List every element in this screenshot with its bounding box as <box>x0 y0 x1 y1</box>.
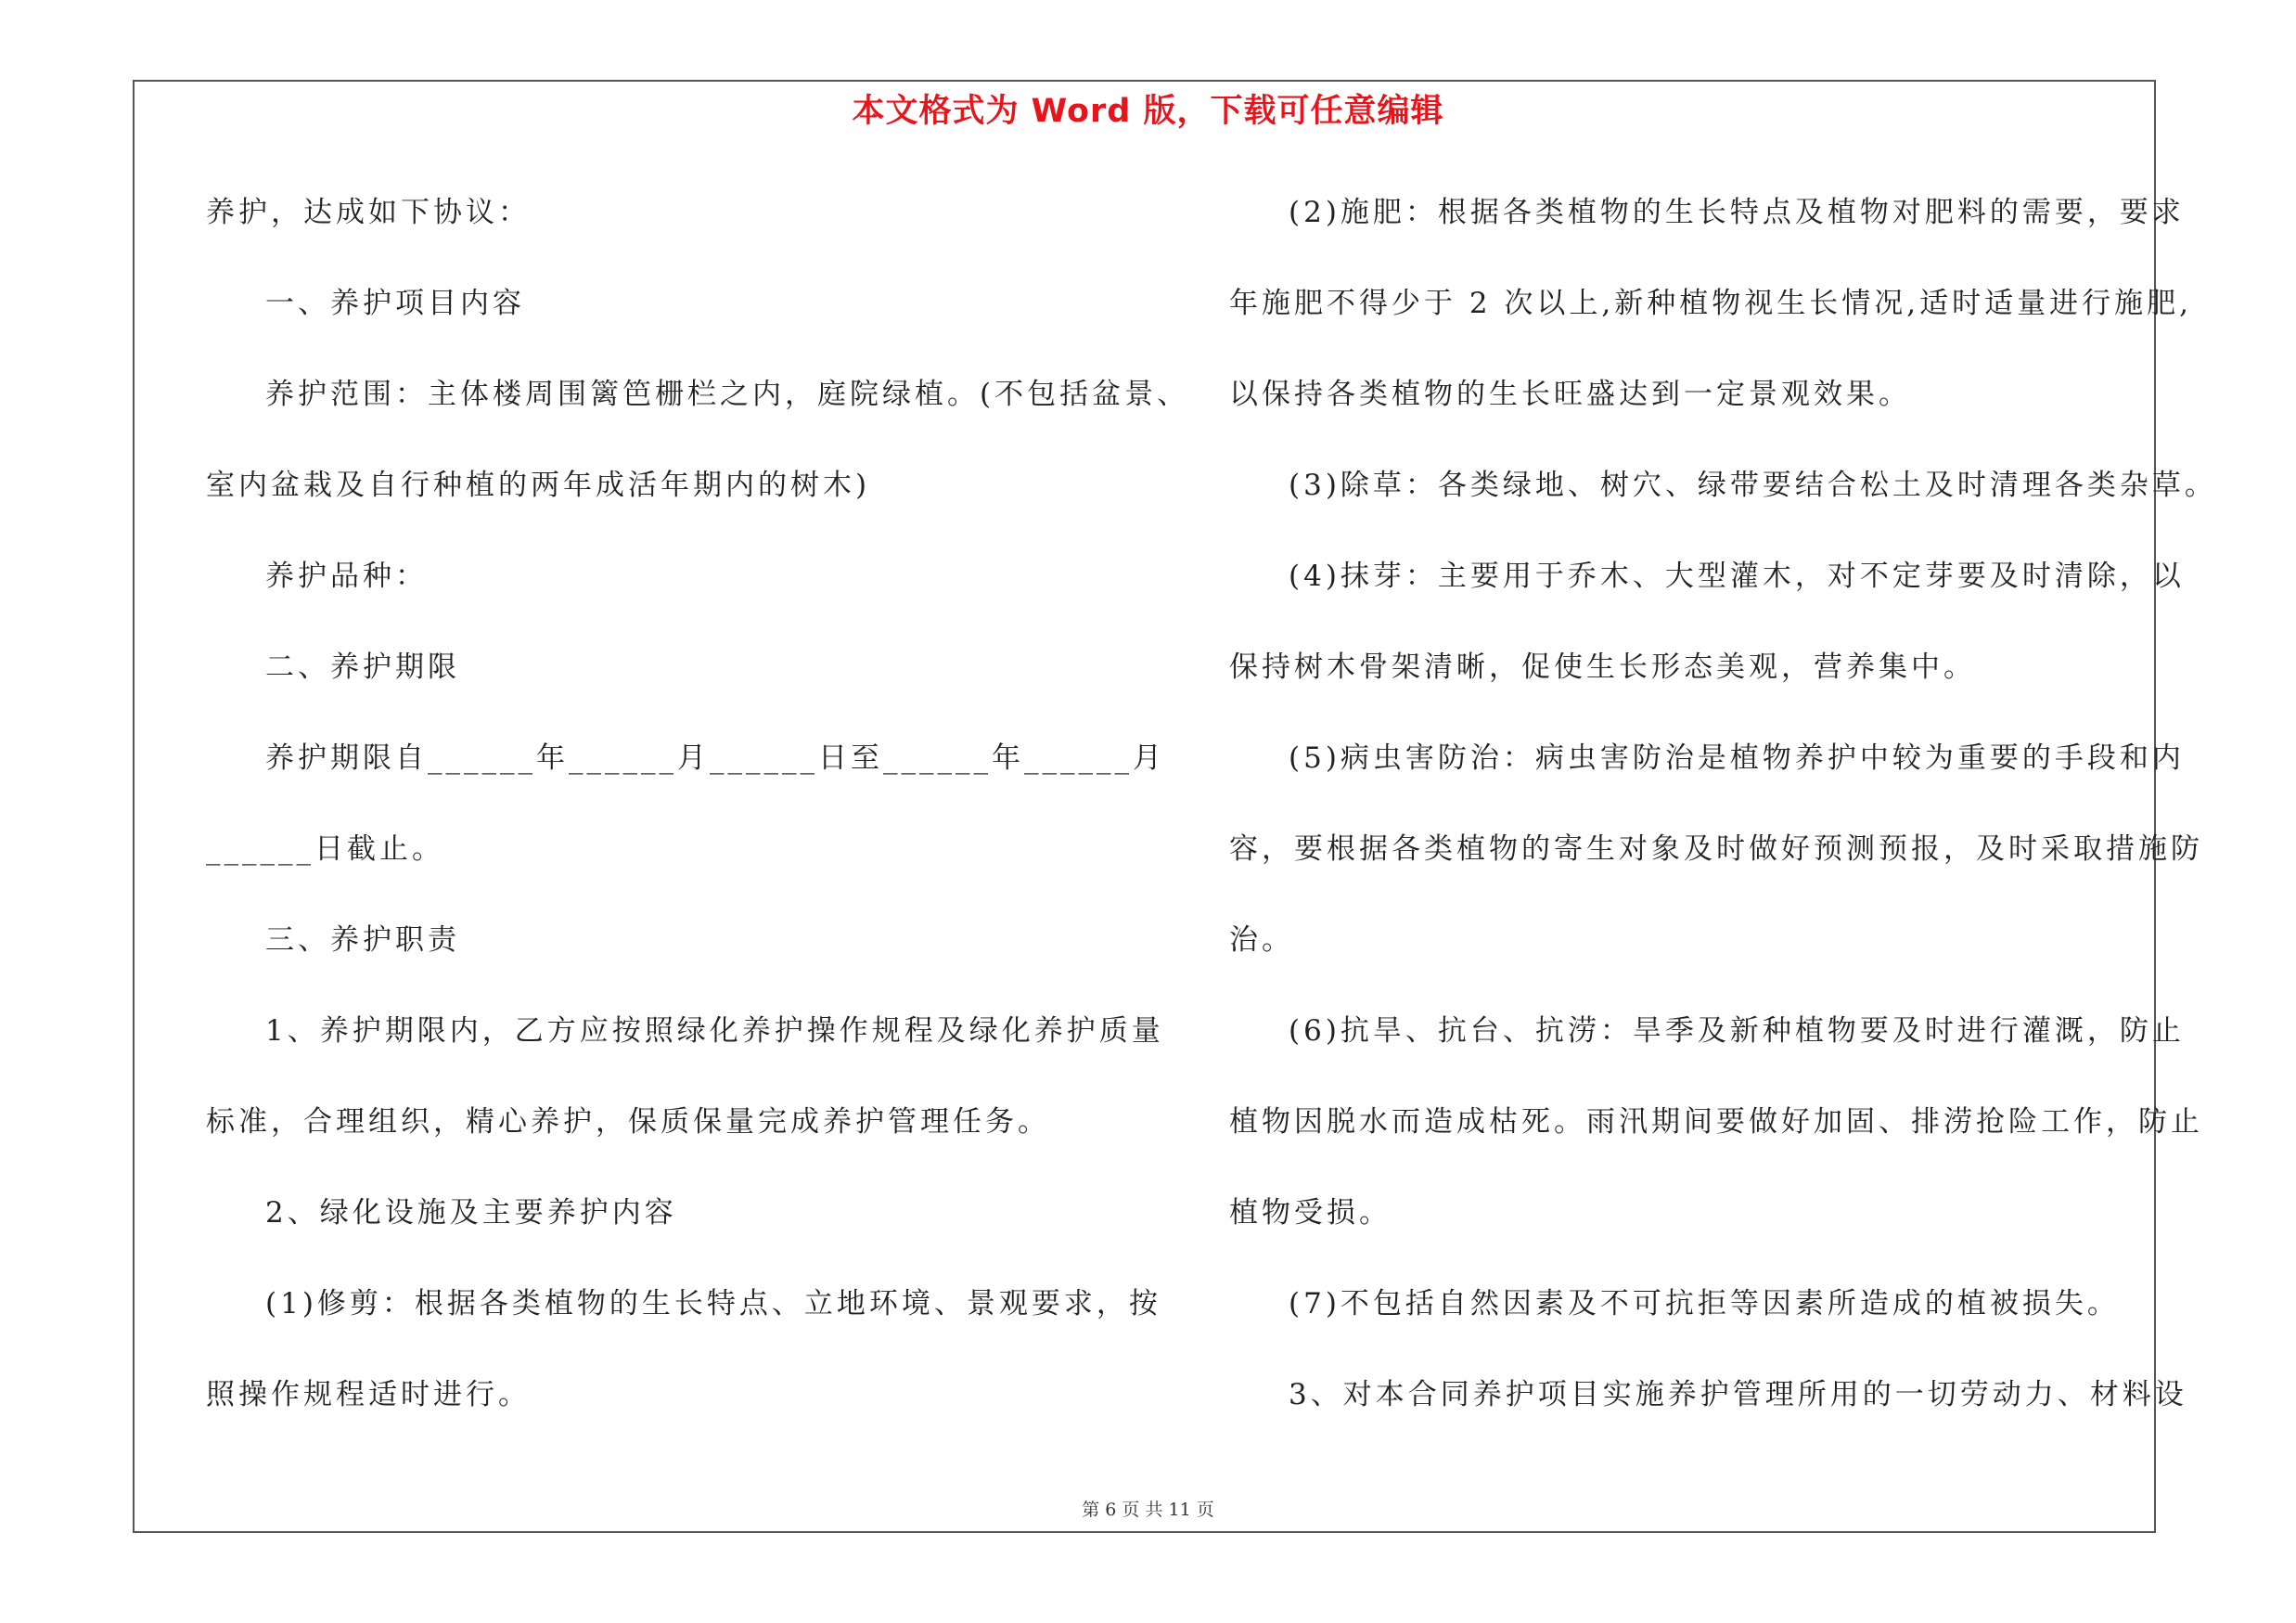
paragraph-line: 植物受损。 <box>1229 1196 1392 1230</box>
paragraph-line: (4)抹芽：主要用于乔木、大型灌木，对不定芽要及时清除，以 <box>1289 560 2185 593</box>
paragraph-line: 养护范围：主体楼周围篱笆栅栏之内，庭院绿植。(不包括盆景、 <box>265 378 1190 411</box>
paragraph-line: 以保持各类植物的生长旺盛达到一定景观效果。 <box>1229 378 1911 411</box>
paragraph-line: (1)修剪：根据各类植物的生长特点、立地环境、景观要求，按 <box>265 1287 1161 1320</box>
paragraph-line: 2、绿化设施及主要养护内容 <box>265 1196 677 1230</box>
paragraph-line: (7)不包括自然因素及不可抗拒等因素所造成的植被损失。 <box>1289 1287 2120 1320</box>
paragraph-line: 三、养护职责 <box>265 923 460 957</box>
format-banner: 本文格式为 Word 版，下载可任意编辑 <box>852 93 1444 130</box>
paragraph-line: 照操作规程适时进行。 <box>206 1378 531 1411</box>
paragraph-line: 养护品种： <box>265 560 428 593</box>
right-column <box>1229 182 2217 1455</box>
paragraph-line: (6)抗旱、抗台、抗涝：旱季及新种植物要及时进行灌溉，防止 <box>1289 1014 2185 1048</box>
paragraph-line: 养护，达成如下协议： <box>206 196 531 229</box>
paragraph-line: 一、养护项目内容 <box>265 287 525 320</box>
paragraph-line: 标准，合理组织，精心养护，保质保量完成养护管理任务。 <box>206 1105 1050 1139</box>
paragraph-line: (2)施肥：根据各类植物的生长特点及植物对肥料的需要，要求 <box>1289 196 2185 229</box>
left-column <box>206 182 1190 1455</box>
paragraph-line: 1、养护期限内，乙方应按照绿化养护操作规程及绿化养护质量 <box>265 1014 1164 1048</box>
paragraph-line: 保持树木骨架清晰，促使生长形态美观，营养集中。 <box>1229 650 1976 684</box>
paragraph-line: 容，要根据各类植物的寄生对象及时做好预测预报，及时采取措施防 <box>1229 832 2203 866</box>
paragraph-line: 植物因脱水而造成枯死。雨汛期间要做好加固、排涝抢险工作，防止 <box>1229 1105 2203 1139</box>
paragraph-line: 3、对本合同养护项目实施养护管理所用的一切劳动力、材料设 <box>1289 1378 2187 1411</box>
paragraph-line: 养护期限自______年______月______日至______年______月 <box>265 741 1165 775</box>
paragraph-line: ______日截止。 <box>206 832 444 866</box>
page-number: 第 6 页 共 11 页 <box>1082 1500 1214 1520</box>
paragraph-line: 室内盆栽及自行种植的两年成活年期内的树木) <box>206 469 871 502</box>
paragraph-line: 治。 <box>1229 923 1294 957</box>
paragraph-line: (3)除草：各类绿地、树穴、绿带要结合松土及时清理各类杂草。 <box>1289 469 2217 502</box>
paragraph-line: 二、养护期限 <box>265 650 460 684</box>
paragraph-line: 年施肥不得少于 2 次以上,新种植物视生长情况,适时适量进行施肥, <box>1229 287 2192 320</box>
paragraph-line: (5)病虫害防治：病虫害防治是植物养护中较为重要的手段和内 <box>1289 741 2185 775</box>
